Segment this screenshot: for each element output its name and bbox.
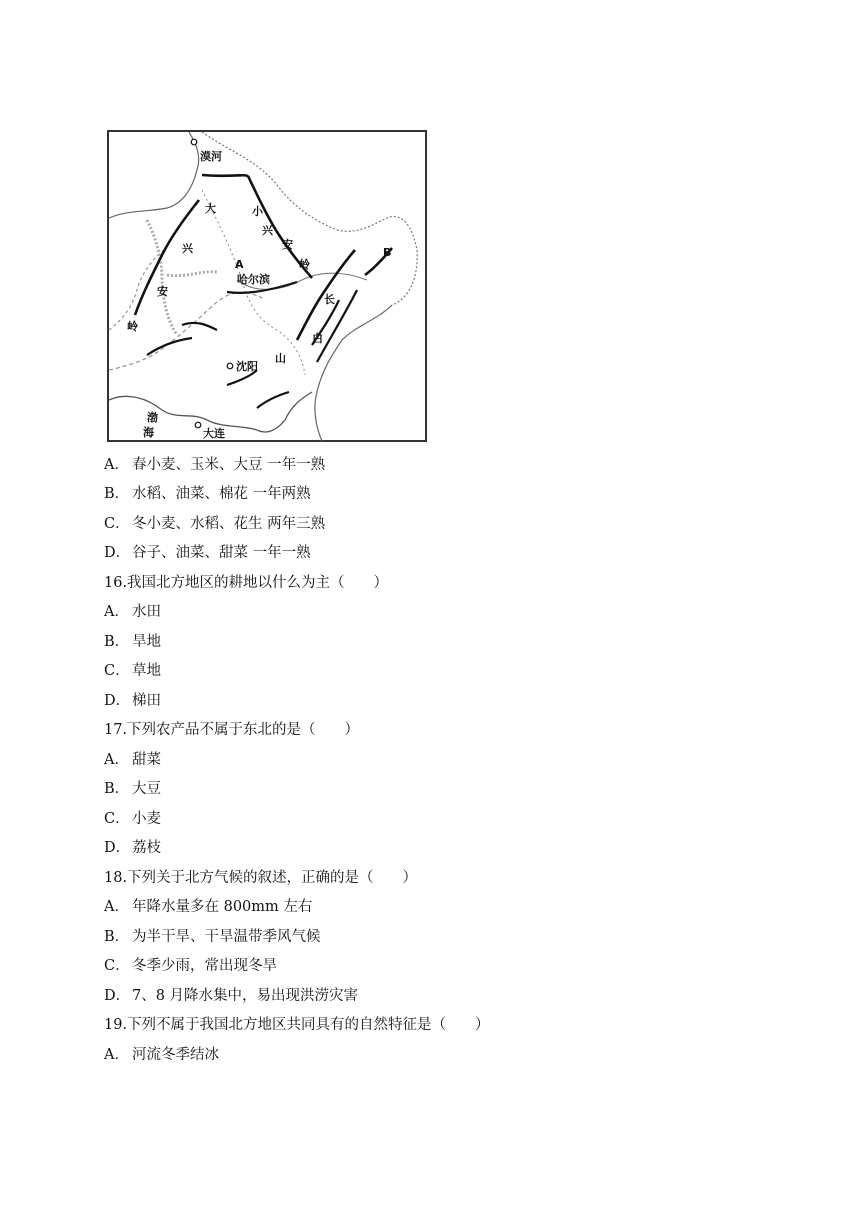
label-ling1: 岭 [127, 320, 138, 333]
label-mohe: 漠河 [200, 150, 222, 163]
label-xing2: 兴 [262, 224, 273, 237]
q17-option-b[interactable]: B． 大豆 [104, 781, 161, 797]
q16-option-b[interactable]: B． 旱地 [104, 634, 161, 650]
label-chang: 长 [324, 293, 335, 306]
q17-option-d[interactable]: D． 荔枝 [104, 840, 161, 856]
northeast-china-map [107, 130, 427, 442]
label-da: 大 [205, 202, 216, 215]
q18-option-a[interactable]: A． 年降水量多在 800mm 左右 [104, 899, 313, 915]
label-an2: 安 [282, 238, 293, 251]
q18-stem: 18.下列关于北方气候的叙述，正确的是（ ） [104, 870, 418, 886]
label-a: A [235, 258, 244, 271]
q17-stem: 17.下列农产品不属于东北的是（ ） [104, 722, 360, 738]
q18-option-d[interactable]: D． 7、8 月降水集中，易出现洪涝灾害 [104, 988, 359, 1004]
label-xing1: 兴 [182, 242, 193, 255]
q16-option-d[interactable]: D． 梯田 [104, 693, 161, 709]
label-bai: 白 [312, 332, 323, 345]
label-shan: 山 [275, 352, 286, 365]
label-ling2: 岭 [299, 258, 310, 271]
q16-option-c[interactable]: C． 草地 [104, 663, 161, 679]
label-shenyang: 沈阳 [236, 360, 258, 373]
label-hai: 海 [143, 426, 154, 439]
q17-option-c[interactable]: C． 小麦 [104, 811, 161, 827]
q18-option-b[interactable]: B． 为半干旱、干旱温带季风气候 [104, 929, 321, 945]
q19-stem: 19.下列不属于我国北方地区共同具有的自然特征是（ ） [104, 1017, 490, 1033]
label-xiao: 小 [252, 205, 263, 218]
q15-option-b[interactable]: B． 水稻、油菜、棉花 一年两熟 [104, 486, 311, 502]
label-an1: 安 [157, 285, 168, 298]
q15-option-c[interactable]: C． 冬小麦、水稻、花生 两年三熟 [104, 516, 326, 532]
q16-option-a[interactable]: A． 水田 [104, 604, 161, 620]
label-dalian: 大连 [203, 427, 225, 440]
q17-option-a[interactable]: A． 甜菜 [104, 752, 161, 768]
q15-option-d[interactable]: D． 谷子、油菜、甜菜 一年一熟 [104, 545, 311, 561]
q15-option-a[interactable]: A． 春小麦、玉米、大豆 一年一熟 [104, 457, 326, 473]
label-bo: 渤 [147, 411, 158, 424]
label-b: B [383, 246, 392, 259]
q16-stem: 16.我国北方地区的耕地以什么为主（ ） [104, 575, 389, 591]
q19-option-a[interactable]: A． 河流冬季结冰 [104, 1047, 219, 1063]
q18-option-c[interactable]: C． 冬季少雨，常出现冬旱 [104, 958, 277, 974]
label-harbin: 哈尔滨 [237, 273, 270, 286]
